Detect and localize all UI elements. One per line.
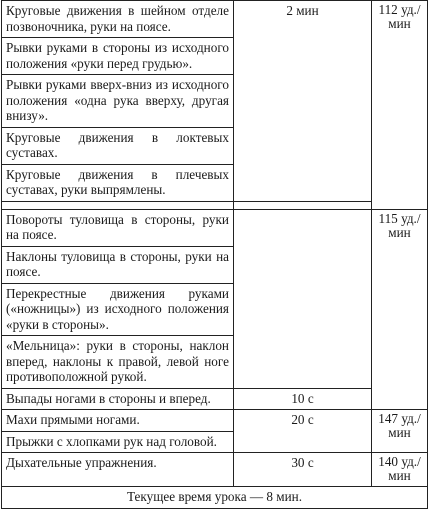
exercise-cell: Махи прямыми ногами.: [2, 410, 234, 432]
duration-cell: 10 с: [234, 388, 372, 410]
duration-cell: 2 мин: [234, 1, 372, 202]
exercise-cell: Перекрестные движения руками («ножницы») из исходного положения «руки в стороны».: [2, 283, 234, 336]
heart-rate-cell: 112 уд./мин: [372, 1, 428, 210]
table-row: [2, 1, 428, 38]
table-row: [2, 453, 428, 487]
exercise-cell: Рывки руками вверх-вниз из исходного положения «одна рука вверху, другая внизу».: [2, 75, 234, 128]
exercise-cell: Выпады ногами в стороны и вперед.: [2, 388, 234, 410]
exercise-cell: Прыжки с хлопками рук над головой.: [2, 431, 234, 453]
exercise-cell: Повороты туловища в стороны, руки на поясе.: [2, 209, 234, 246]
duration-cell: 30 с: [234, 453, 372, 487]
exercise-cell: Наклоны туловища в стороны, руки на поясе.: [2, 246, 234, 283]
exercise-cell: «Мельница»: руки в стороны, наклон вперед, наклоны к правой, левой ноге противоположной рукой.: [2, 336, 234, 389]
table-row: [2, 209, 428, 246]
table-row: [2, 410, 428, 432]
table-row: [2, 388, 428, 410]
heart-rate-cell: 115 уд./мин: [372, 209, 428, 410]
lesson-time-total: Текущее время урока — 8 мин.: [2, 487, 428, 509]
separator-cell: [234, 201, 372, 209]
separator-cell: [2, 201, 234, 209]
duration-cell-empty: [234, 209, 372, 388]
exercise-cell: Рывки руками в стороны из исходного положения «руки перед грудью».: [2, 38, 234, 75]
exercise-cell: Круговые движения в локтевых суставах.: [2, 127, 234, 164]
heart-rate-cell: 140 уд./мин: [372, 453, 428, 487]
exercise-cell: Круговые движения в плечевых суставах, руки выпрямлены.: [2, 164, 234, 201]
exercise-table: [1, 0, 428, 509]
group-separator: [2, 201, 428, 209]
exercise-cell: Дыхательные упражнения.: [2, 453, 234, 487]
table-footer-row: [2, 487, 428, 509]
exercise-cell: Круговые движения в шейном отделе позвоночника, руки на поясе.: [2, 1, 234, 38]
heart-rate-cell: 147 уд./мин: [372, 410, 428, 453]
duration-cell: 20 с: [234, 410, 372, 453]
